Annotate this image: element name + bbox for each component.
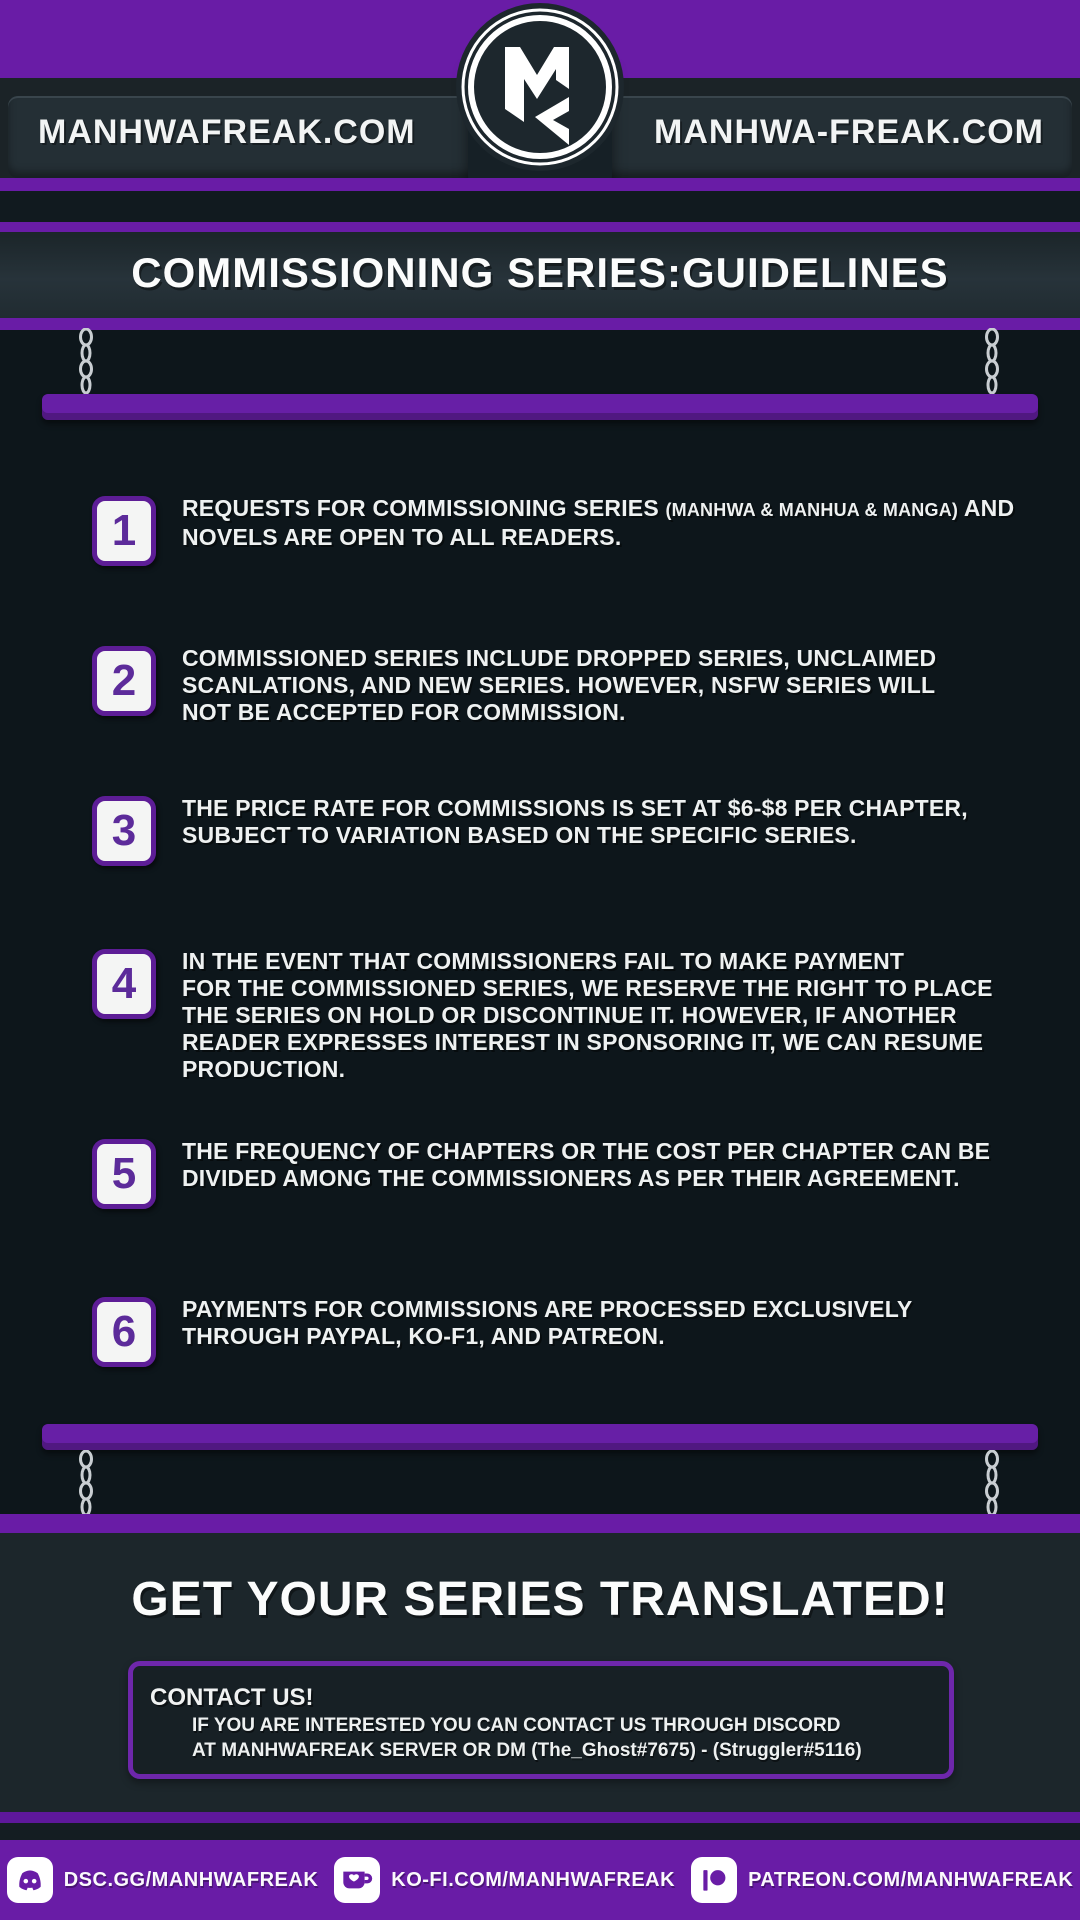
purple-strip-thin: [0, 1812, 1080, 1823]
guideline-item-5: [92, 1138, 1042, 1209]
manhwafreak-logo-icon: [455, 2, 625, 172]
guideline-number-badge: [92, 1139, 156, 1209]
purple-strip: [0, 1514, 1080, 1533]
guideline-number: 2: [111, 656, 137, 705]
kofi-icon: [334, 1857, 380, 1903]
chain-icon: [983, 1450, 1001, 1518]
footer-link-label: DSC.GG/MANHWAFREAK: [63, 1868, 319, 1891]
purple-strip: [0, 318, 1080, 330]
dark-gap: [0, 191, 1080, 222]
guideline-line: PAYMENTS FOR COMMISSIONS ARE PROCESSED EXCLUSIVELY: [182, 1296, 913, 1322]
chain-icon: [77, 1450, 95, 1518]
footer-link-kofi[interactable]: [334, 1857, 675, 1903]
contact-line: AT MANHWAFREAK SERVER OR DM (The_Ghost#7675) - (Struggler#5116): [192, 1740, 862, 1761]
guideline-text: [182, 948, 993, 1083]
guideline-line: THROUGH PAYPAL, KO-F1, AND PATREON.: [182, 1323, 665, 1349]
guideline-number-badge: [92, 1297, 156, 1367]
guideline-number: 3: [111, 806, 137, 855]
guideline-number: 1: [111, 506, 137, 555]
footer-bar: [0, 1840, 1080, 1920]
guideline-text: [182, 1296, 912, 1350]
guideline-line: PRODUCTION.: [182, 1056, 346, 1082]
guideline-line: READER EXPRESSES INTEREST IN SPONSORING IT, WE CAN RESUME: [182, 1029, 984, 1055]
guideline-item-2: [92, 645, 1042, 726]
domain-left-label: MANHWAFREAK.COM: [38, 113, 416, 151]
guideline-line: SCANLATIONS, AND NEW SERIES. HOWEVER, NSFW SERIES WILL: [182, 672, 936, 698]
guideline-line: IN THE EVENT THAT COMMISSIONERS FAIL TO MAKE PAYMENT: [182, 948, 905, 974]
guideline-line: DIVIDED AMONG THE COMMISSIONERS AS PER THEIR AGREEMENT.: [182, 1165, 960, 1191]
guideline-line-small: (MANHWA & MANHUA & MANGA): [665, 500, 959, 520]
patreon-icon: [691, 1857, 737, 1903]
discord-icon: [7, 1857, 53, 1903]
cta-heading: GET YOUR SERIES TRANSLATED!: [131, 1573, 949, 1626]
guideline-item-3: [92, 795, 1042, 866]
chain-icon: [77, 328, 95, 396]
guideline-line: NOT BE ACCEPTED FOR COMMISSION.: [182, 699, 626, 725]
footer-link-discord[interactable]: [7, 1857, 319, 1903]
guideline-number: 4: [111, 959, 137, 1008]
guideline-item-1: [92, 495, 1042, 566]
guideline-number-badge: [92, 949, 156, 1019]
purple-strip: [0, 178, 1080, 191]
guideline-text: [182, 1138, 990, 1192]
footer-link-label: KO-FI.COM/MANHWAFREAK: [391, 1868, 676, 1891]
purple-strip: [0, 222, 1080, 232]
dark-gap: [0, 1823, 1080, 1840]
guideline-text: [182, 645, 936, 726]
guideline-line: COMMISSIONED SERIES INCLUDE DROPPED SERIES, UNCLAIMED: [182, 645, 937, 671]
guideline-item-4: [92, 948, 1042, 1083]
guideline-line: SUBJECT TO VARIATION BASED ON THE SPECIFIC SERIES.: [182, 822, 857, 848]
guideline-line: THE FREQUENCY OF CHAPTERS OR THE COST PER CHAPTER CAN BE: [182, 1138, 991, 1164]
guideline-line: AND: [958, 495, 1015, 521]
guideline-line: REQUESTS FOR COMMISSIONING SERIES: [182, 495, 666, 521]
purple-hanging-bar: [42, 394, 1038, 420]
guideline-number-badge: [92, 646, 156, 716]
guideline-line: NOVELS ARE OPEN TO ALL READERS.: [182, 524, 622, 550]
page-title: COMMISSIONING SERIES:GUIDELINES: [131, 249, 949, 296]
guideline-number: 6: [111, 1307, 137, 1356]
guideline-text: [182, 795, 968, 849]
guideline-text: [182, 495, 1014, 551]
guideline-line: FOR THE COMMISSIONED SERIES, WE RESERVE THE RIGHT TO PLACE: [182, 975, 993, 1001]
footer-link-patreon[interactable]: [691, 1857, 1073, 1903]
footer-link-label: PATREON.COM/MANHWAFREAK: [748, 1868, 1074, 1891]
guideline-number: 5: [111, 1149, 137, 1198]
domain-right-label: MANHWA-FREAK.COM: [654, 113, 1044, 151]
guideline-number-badge: [92, 496, 156, 566]
guideline-number-badge: [92, 796, 156, 866]
guideline-line: THE PRICE RATE FOR COMMISSIONS IS SET AT $6-$8 PER CHAPTER,: [182, 795, 968, 821]
guideline-item-6: [92, 1296, 1042, 1367]
contact-title: CONTACT US!: [150, 1684, 314, 1711]
purple-hanging-bar: [42, 1424, 1038, 1450]
guideline-line: THE SERIES ON HOLD OR DISCONTINUE IT. HOWEVER, IF ANOTHER: [182, 1002, 957, 1028]
contact-line: IF YOU ARE INTERESTED YOU CAN CONTACT US THROUGH DISCORD: [192, 1715, 841, 1736]
chain-icon: [983, 328, 1001, 396]
